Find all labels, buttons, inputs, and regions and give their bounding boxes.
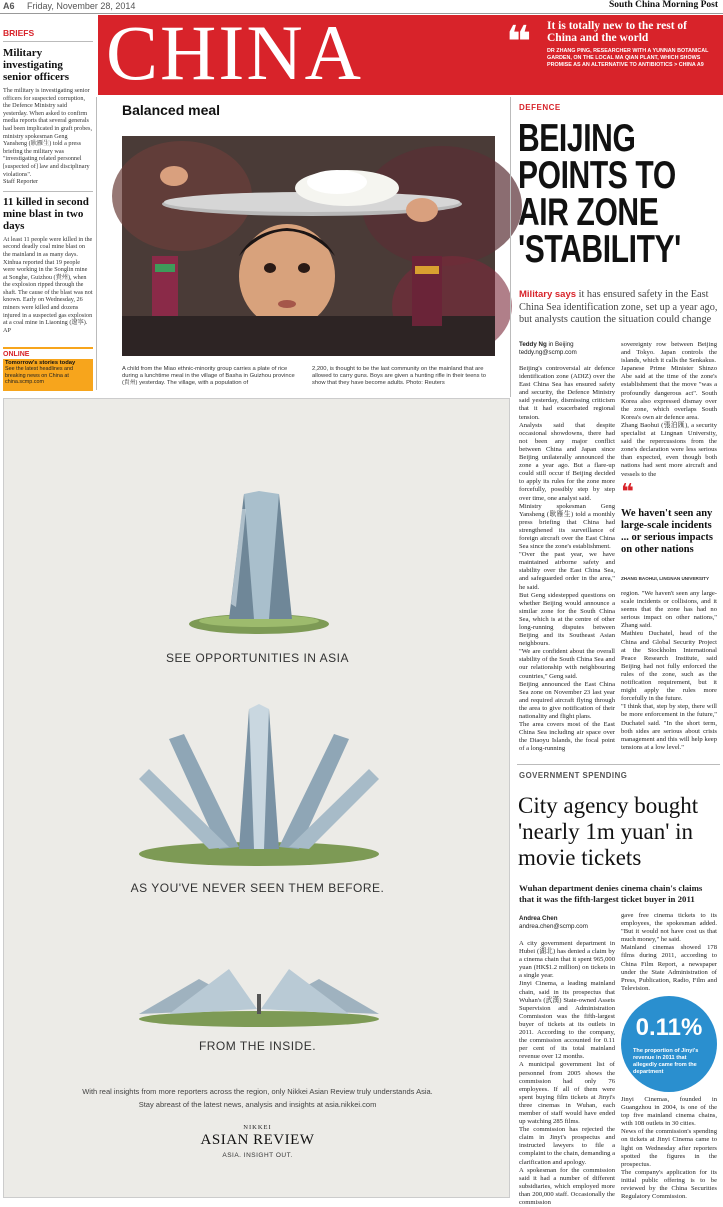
- spending-col-2a: gave free cinema tickets to its employees, the spokesman added. "But it would not have cost us that much money," he said. Mainland cinemas showed 178 films during 2011, according to China Film Report, a newspaper under the State Administration of Press, Publication, Radio, Film and Television.: [621, 912, 717, 992]
- briefs-column: [3, 28, 93, 390]
- child-with-rice-plate-illustration: [122, 136, 495, 356]
- byline-email[interactable]: andrea.chen@scmp.com: [519, 922, 588, 930]
- spending-col-2b: Jinyi Cinemas, founded in Guangzhou in 2004, is one of the top five mainland cinema chains, with 108 outlets in 30 cities. News of the commission's spending on tickets at Jinyi Cinema came to light on Wednesday after reporters spotted the figures in the prospectus. The company's application for its initial public offering is to be reviewed by the China Securities Regulatory Commission.: [621, 1096, 717, 1201]
- spending-col-1: A city government department in Hubei (湖北) has denied a claim by a cinema chain that it spent 965,000 yuan (HK$1.2 million) on tickets in a single year. Jinyi Cinema, a leading mainland chain, said in its prospectus that Wuhan's (武漢) State-owned Assets Supervision and Administration Commission was the fifth-largest buyer of tickets at its outlets in 2011. According to the company, the commission accounted for 0.11 per cent of its total mainland revenue over 12 months. A municipal government list of personnel from 2005 shows the commission had only 76 employees. If all of them were spent buying film tickets at Jinyi's three cinemas in Wuhan, each member of staff would have ended up watching 285 films. The commission has rejected the claim in Jinyi's prospectus and instructed lawyers to file a complaint to the chain, demanding a clarification and apology. A spokesman for the commission said it had a number of different subsidiaries, which employed more than 200,000 staff. Occasionally the commission: [519, 940, 615, 1206]
- online-text: See the latest headlines and breaking news on China at china.scmp.com: [5, 366, 74, 385]
- photo-title: Balanced meal: [122, 102, 221, 118]
- photo-caption-b: 2,200, is thought to be the last community on the mainland that are allowed to carry guns. Boys are given a hunting rifle in their teens to show that they have become adults. Photo: Reuters: [312, 366, 487, 386]
- defence-standfirst: [519, 289, 719, 327]
- online-title: Tomorrow's stories today: [5, 360, 76, 366]
- ad-line-1: SEE OPPORTUNITIES IN ASIA: [166, 651, 349, 665]
- defence-headline: BEIJING POINTS TO AIR ZONE 'STABILITY': [518, 117, 681, 271]
- standfirst-text: it has ensured safety in the East China Sea identification zone, set up a year ago, but analysts caution the situation could change: [519, 289, 718, 325]
- folio-date: Friday, November 28, 2014: [27, 1, 136, 11]
- spending-byline: [519, 915, 619, 930]
- quote-mark-icon: ❝: [621, 480, 634, 505]
- defence-byline: [519, 341, 609, 356]
- defence-col-2a: sovereignty row between Beijing and Tokyo. Japan controls the islands, which it calls the Senkakus. Japanese Prime Minister Shinzo Abe said at the time of the zone's establishment that the move "was a profoundly dangerous act". South Korea also expressed dismay over the zone, which overlaps South Korea's own air defence area. Zhang Baohui (張泊匯), a security specialist at Lingnan University, said the repercussions from the zone's declaration were less serious than expected, even though both nations had sent more aircraft and vessels to the: [621, 341, 717, 478]
- pull-quote-attribution: ZHANG BAOHUI, LINGNAN UNIVERSITY: [621, 576, 710, 581]
- stat-text: The proportion of Jinyi's revenue in 2011 that allegedly came from the department: [633, 1048, 699, 1075]
- promo-headline[interactable]: It is totally new to the rest of China and the world: [547, 20, 687, 44]
- defence-col-1: Beijing's controversial air defence identification zone (ADIZ) over the East China Sea has ensured safety and security, the Defence Ministry said yesterday, dismissing criticism that it had exacerbated regional tension. Analysts said that despite occasional showdowns, there had not been any major conflict between China and Japan since Beijing unilaterally announced the zone a year ago. But a flare-up could still occur if Beijing decided to apply its rules for the zone more forcefully, possibly step by step over time, one analyst said. Ministry spokesman Geng Yansheng (耿雁生) told a monthly press briefing that China had strengthened its surveillance of foreign aircraft over the East China Sea since the zone's establishment. "Over the past year, we have maintained airborne safety and stability over the East China Sea, and safeguarded order in the area," he said. But Geng sidestepped questions on whether Beijing would announce a similar zone for the South China Sea, which is at the centre of other long-running disputes between Beijing and its Southeast Asian neighbours. "We are confident about the overall stability of the South China Sea and our relationship with neighbouring countries," Geng said. Beijing announced the East China Sea zone on November 23 last year and required aircraft flying through the area to give notification of their nationality and flight plans. The area covers most of the East China Sea including air space over the Diaoyu Islands, the focal point of a long-running: [519, 365, 615, 753]
- masthead: [98, 9, 723, 96]
- ad-copy-2: Stay abreast of the latest news, analysis and insights at asia.nikkei.com: [138, 1100, 377, 1109]
- brief-headline-1: Military investigating senior officers: [3, 47, 70, 83]
- defence-col-2b: region. "We haven't seen any large-scale incidents or collisions, and it seems that the zone has had no serious impact on other nations," Zhang said. Mathieu Duchatel, head of the China and Global Security Project at the Stockholm International Peace Research Institute, said Beijing had not fully enforced the rules of the zone, such as the notification requirement, but it might apply the rules more forcefully in the future. "I think that, step by step, there will be more enforcement in the future," Duchatel said. "In the short term, both sides are serious about crisis management and this will help keep tensions at a low level.": [621, 590, 717, 751]
- spending-subhead: Wuhan department denies cinema chain's claims that it was the fifth-largest ticket buyer in 2011: [519, 883, 703, 904]
- paper-name: South China Morning Post: [608, 0, 718, 10]
- tower-illustration-3: [129, 939, 389, 1039]
- brief-body-1: The military is investigating senior officers for suspected corruption, the Defence Ministry said yesterday. When asked to confirm media reports that several generals had been implicated in graft probes, ministry spokesman Geng Yansheng (耿雁生) told a press briefing the military was "investigating related personnel [suspected of] law and disciplinary violations".: [3, 87, 92, 178]
- briefs-label: BRIEFS: [3, 28, 93, 42]
- tower-illustration-2: [129, 699, 389, 869]
- brief-body-2: At least 11 people were killed in the second deadly coal mine blast on the mainland in as many days. Xinhua reported that 19 people were working in the Songlin mine at Songhe, Guizhou (貴州), when the explosion ripped through the shaft. The cause of the blast was not known. Early on Wednesday, 26 miners were killed and dozens injured in a suspected gas explosion at a coal mine in Liaoning (遼寧).: [3, 235, 93, 327]
- online-box[interactable]: [3, 347, 93, 391]
- byline-name: Teddy Ng: [519, 341, 547, 348]
- news-photo: [122, 136, 495, 356]
- ad-tagline: ASIA. INSIGHT OUT.: [222, 1152, 293, 1159]
- ad-copy-1: With real insights from more reporters across the region, only Nikkei Asian Review truly understands Asia.: [82, 1087, 433, 1096]
- byline-location: in Beijing: [548, 341, 574, 348]
- ad-line-2: AS YOU'VE NEVER SEEN THEM BEFORE.: [130, 881, 385, 895]
- photo-caption-a: A child from the Miao ethnic-minority group carries a plate of rice during a lunchtime meal in the village of Basha in Guizhou province (貴州) yesterday. The village, with a population of: [122, 366, 295, 386]
- defence-kicker: DEFENCE: [519, 103, 561, 112]
- brief-credit-2: AP: [3, 326, 11, 334]
- byline-name: Andrea Chen: [519, 915, 558, 922]
- spending-kicker: GOVERNMENT SPENDING: [519, 771, 628, 780]
- online-label: ONLINE: [3, 351, 30, 358]
- brief-headline-2: 11 killed in second mine blast in two days: [3, 195, 89, 232]
- spending-headline: City agency bought 'nearly 1m yuan' in movie tickets: [518, 793, 699, 870]
- ad-brand: ASIAN REVIEW: [200, 1132, 315, 1148]
- quote-mark-icon: ❝: [506, 17, 532, 68]
- standfirst-lead: Military says: [519, 289, 577, 300]
- pull-quote: We haven't seen any large-scale incidents ... or serious impacts on other nations: [621, 508, 713, 555]
- brief-credit-1: Staff Reporter: [3, 178, 39, 186]
- tower-illustration-1: [184, 489, 334, 639]
- page-number: A6: [3, 1, 15, 11]
- stat-badge: [621, 996, 717, 1092]
- byline-email[interactable]: teddy.ng@scmp.com: [519, 348, 577, 356]
- ad-line-3: FROM THE INSIDE.: [198, 1039, 317, 1053]
- section-title: CHINA: [106, 9, 363, 96]
- promo-sub: DR ZHANG PING, RESEARCHER WITH A YUNNAN BOTANICAL GARDEN, ON THE LOCAL MA QIAN PLANT, WHICH SHOWS PROMISE AS AN ALTERNATIVE TO ANTIBIOTICS > CHINA A9: [547, 48, 709, 68]
- ad-brand-small: NIKKEI: [243, 1124, 272, 1131]
- nikkei-advertisement[interactable]: [3, 398, 510, 1198]
- stat-value: 0.11%: [635, 1014, 703, 1041]
